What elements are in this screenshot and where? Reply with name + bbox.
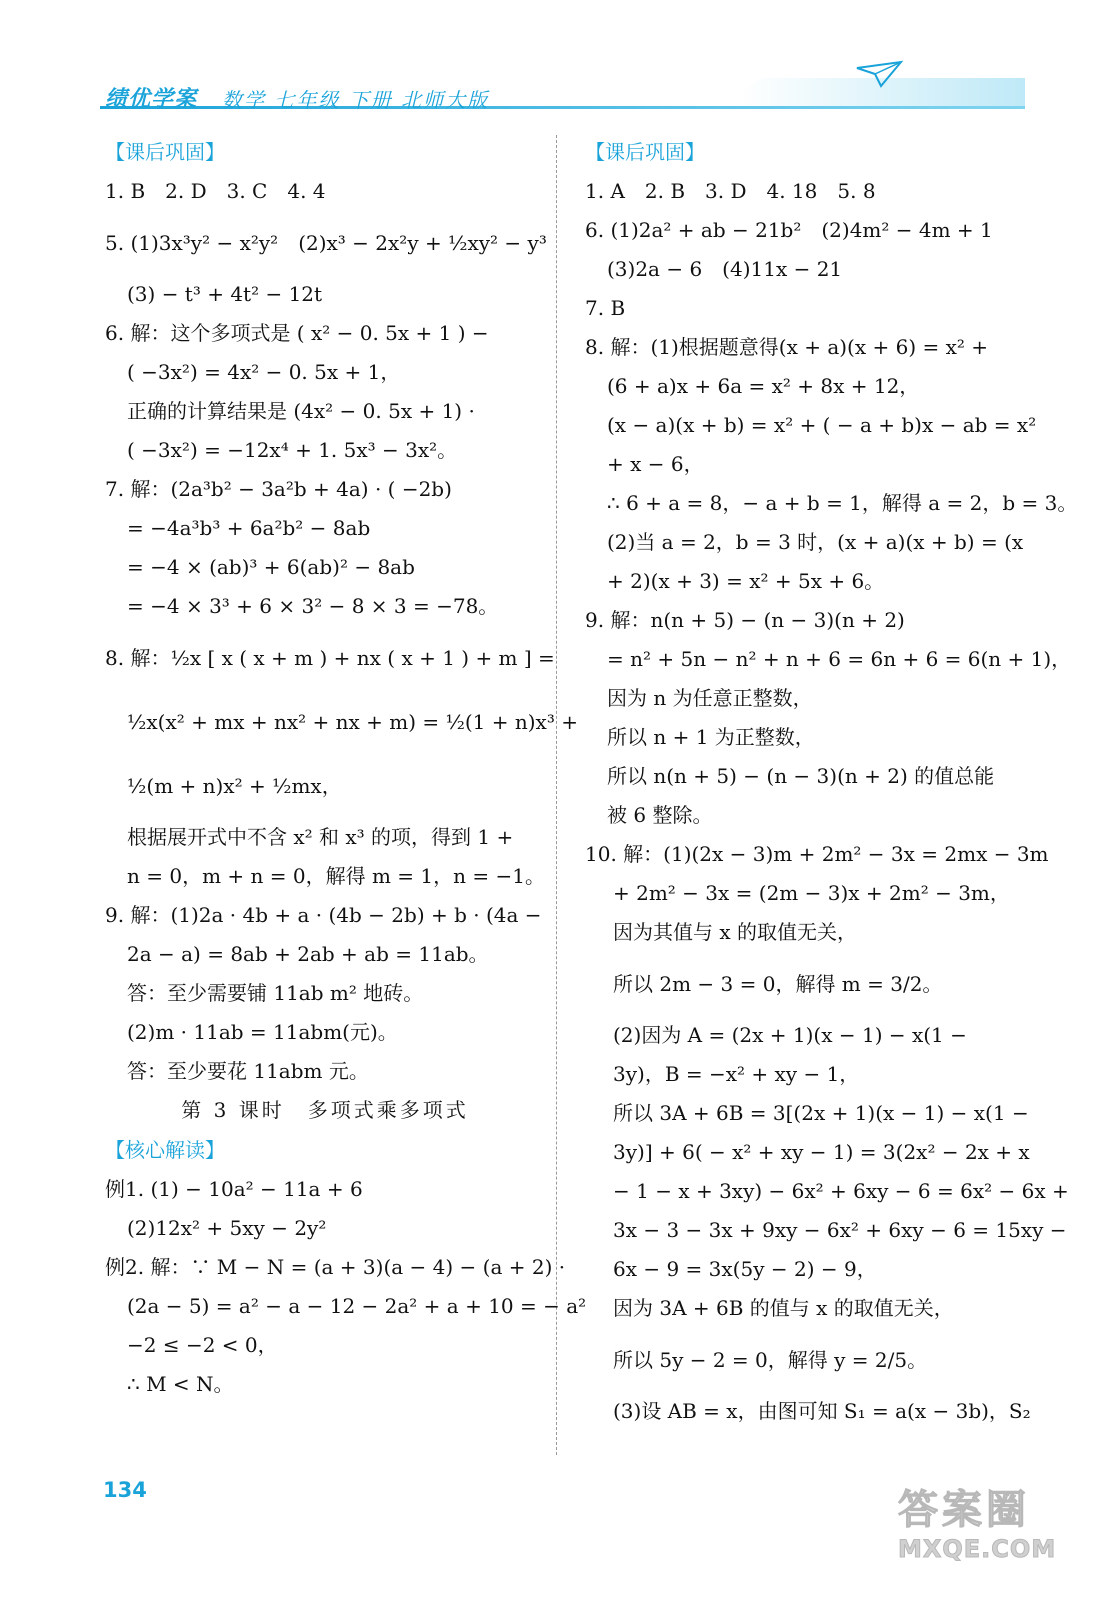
answer-line: + 2m² − 3x = (2m − 3)x + 2m² − 3m， <box>613 881 1010 905</box>
answer-line: 10. 解：(1)(2x − 3)m + 2m² − 3x = 2mx − 3m <box>585 842 1049 866</box>
answer-line: −2 ≤ −2 < 0， <box>127 1333 278 1357</box>
answer-line: 3y)，B = −x² + xy − 1， <box>613 1062 860 1086</box>
answer-line: 例1. (1) − 10a² − 11a + 6 <box>105 1177 363 1201</box>
answer-line: 答：至少要花 11abm 元。 <box>127 1059 369 1083</box>
answer-line: 例2. 解：∵ M − N = (a + 3)(a − 4) − (a + 2) · <box>105 1255 566 1279</box>
page-number: 134 <box>103 1478 147 1502</box>
answer-line: ½x(x² + mx + nx² + nx + m) = ½(1 + n)x³ + <box>127 710 578 734</box>
answer-line: + x − 6， <box>607 452 704 476</box>
answer-line: 根据展开式中不含 x² 和 x³ 的项，得到 1 + <box>127 825 514 849</box>
section-heading: 【课后巩固】 <box>585 140 705 164</box>
answer-line: 所以 2m − 3 = 0，解得 m = 3/2。 <box>613 972 943 996</box>
paper-plane-icon <box>855 60 903 90</box>
answer-line: (3)2a − 6 (4)11x − 21 <box>607 257 843 281</box>
answer-line: 3x − 3 − 3x + 9xy − 6x² + 6xy − 6 = 15xy − <box>613 1218 1067 1242</box>
answer-line: ( −3x²) = −12x⁴ + 1. 5x³ − 3x²。 <box>127 438 458 462</box>
lesson-title: 第 3 课时 多项式乘多项式 <box>181 1098 469 1122</box>
answer-line: 5. (1)3x³y² − x²y² (2)x³ − 2x²y + ½xy² − y³ <box>105 231 547 255</box>
answer-line: + 2)(x + 3) = x² + 5x + 6。 <box>607 569 885 593</box>
book-subtitle: 数学 七年级 下册 北师大版 <box>222 88 490 112</box>
answer-line: 8. 解：½x [ x ( x + m ) + nx ( x + 1 ) + m ] = <box>105 646 555 670</box>
left-column <box>105 132 587 1404</box>
answer-line: 6. (1)2a² + ab − 21b² (2)4m² − 4m + 1 <box>585 218 993 242</box>
answer-line: ( −3x²) = 4x² − 0. 5x + 1， <box>127 360 401 384</box>
answer-line: 被 6 整除。 <box>607 803 713 827</box>
answer-line: 正确的计算结果是 (4x² − 0. 5x + 1) · <box>127 399 475 423</box>
section-heading: 【核心解读】 <box>105 1138 225 1162</box>
answer-line: = −4 × (ab)³ + 6(ab)² − 8ab <box>127 555 415 579</box>
answer-line: 7. B <box>585 296 626 320</box>
answer-line: 1. A 2. B 3. D 4. 18 5. 8 <box>585 179 876 203</box>
answer-line: 3y)] + 6( − x² + xy − 1) = 3(2x² − 2x + x <box>613 1140 1030 1164</box>
section-heading: 【课后巩固】 <box>105 140 225 164</box>
answer-line: (x − a)(x + b) = x² + ( − a + b)x − ab = x² <box>607 413 1037 437</box>
answer-line: 因为其值与 x 的取值无关， <box>613 920 857 944</box>
answer-line: 9. 解：n(n + 5) − (n − 3)(n + 2) <box>585 608 905 632</box>
answer-line: (2)当 a = 2，b = 3 时，(x + a)(x + b) = (x <box>607 530 1024 554</box>
answer-line: 所以 n + 1 为正整数， <box>607 725 815 749</box>
answer-line: 6. 解：这个多项式是 ( x² − 0. 5x + 1 ) − <box>105 321 489 345</box>
brand-title: 绩优学案 <box>105 87 198 112</box>
answer-line: 所以 5y − 2 = 0，解得 y = 2/5。 <box>613 1348 928 1372</box>
answer-line: = −4a³b³ + 6a²b² − 8ab <box>127 516 371 540</box>
answer-line: = −4 × 3³ + 6 × 3² − 8 × 3 = −78。 <box>127 594 499 618</box>
answer-line: ½(m + n)x² + ½mx， <box>127 774 342 798</box>
answer-line: 所以 n(n + 5) − (n − 3)(n + 2) 的值总能 <box>607 764 995 788</box>
right-column <box>585 132 1078 1431</box>
answer-line: (6 + a)x + 6a = x² + 8x + 12， <box>607 374 920 398</box>
page-header <box>100 60 1030 120</box>
answer-line: (2)m · 11ab = 11abm(元)。 <box>127 1020 398 1044</box>
answer-line: = n² + 5n − n² + n + 6 = 6n + 6 = 6(n + 1)， <box>607 647 1072 671</box>
answer-line: 6x − 9 = 3x(5y − 2) − 9， <box>613 1257 877 1281</box>
answer-line: (3)设 AB = x，由图可知 S₁ = a(x − 3b)，S₂ <box>613 1399 1031 1423</box>
answer-line: 2a − a) = 8ab + 2ab + ab = 11ab。 <box>127 942 489 966</box>
watermark-logo-text: 答案圈 <box>898 1487 1030 1533</box>
answer-line: 1. B 2. D 3. C 4. 4 <box>105 179 326 203</box>
answer-line: 所以 3A + 6B = 3[(2x + 1)(x − 1) − x(1 − <box>613 1101 1029 1125</box>
answer-line: 因为 n 为任意正整数， <box>607 686 813 710</box>
answer-line: 答：至少需要铺 11ab m² 地砖。 <box>127 981 424 1005</box>
answer-line: n = 0，m + n = 0，解得 m = 1，n = −1。 <box>127 864 545 888</box>
answer-line: − 1 − x + 3xy) − 6x² + 6xy − 6 = 6x² − 6x + <box>613 1179 1069 1203</box>
answer-line: 8. 解：(1)根据题意得(x + a)(x + 6) = x² + <box>585 335 989 359</box>
answer-line: (3) − t³ + 4t² − 12t <box>127 282 323 306</box>
answer-line: 9. 解：(1)2a · 4b + a · (4b − 2b) + b · (4a − <box>105 903 542 927</box>
answer-line: 因为 3A + 6B 的值与 x 的取值无关， <box>613 1296 954 1320</box>
answer-line: (2)12x² + 5xy − 2y² <box>127 1216 327 1240</box>
site-watermark <box>898 1478 1068 1590</box>
answer-line: ∴ M < N。 <box>127 1372 234 1396</box>
answer-line: (2a − 5) = a² − a − 12 − 2a² + a + 10 = − a² <box>127 1294 587 1318</box>
answer-line: (2)因为 A = (2x + 1)(x − 1) − x(1 − <box>613 1023 967 1047</box>
watermark-url: MXQE.COM <box>898 1535 1057 1563</box>
answer-line: ∴ 6 + a = 8，− a + b = 1，解得 a = 2，b = 3。 <box>607 491 1078 515</box>
answer-line: 7. 解：(2a³b² − 3a²b + 4a) · ( −2b) <box>105 477 452 501</box>
